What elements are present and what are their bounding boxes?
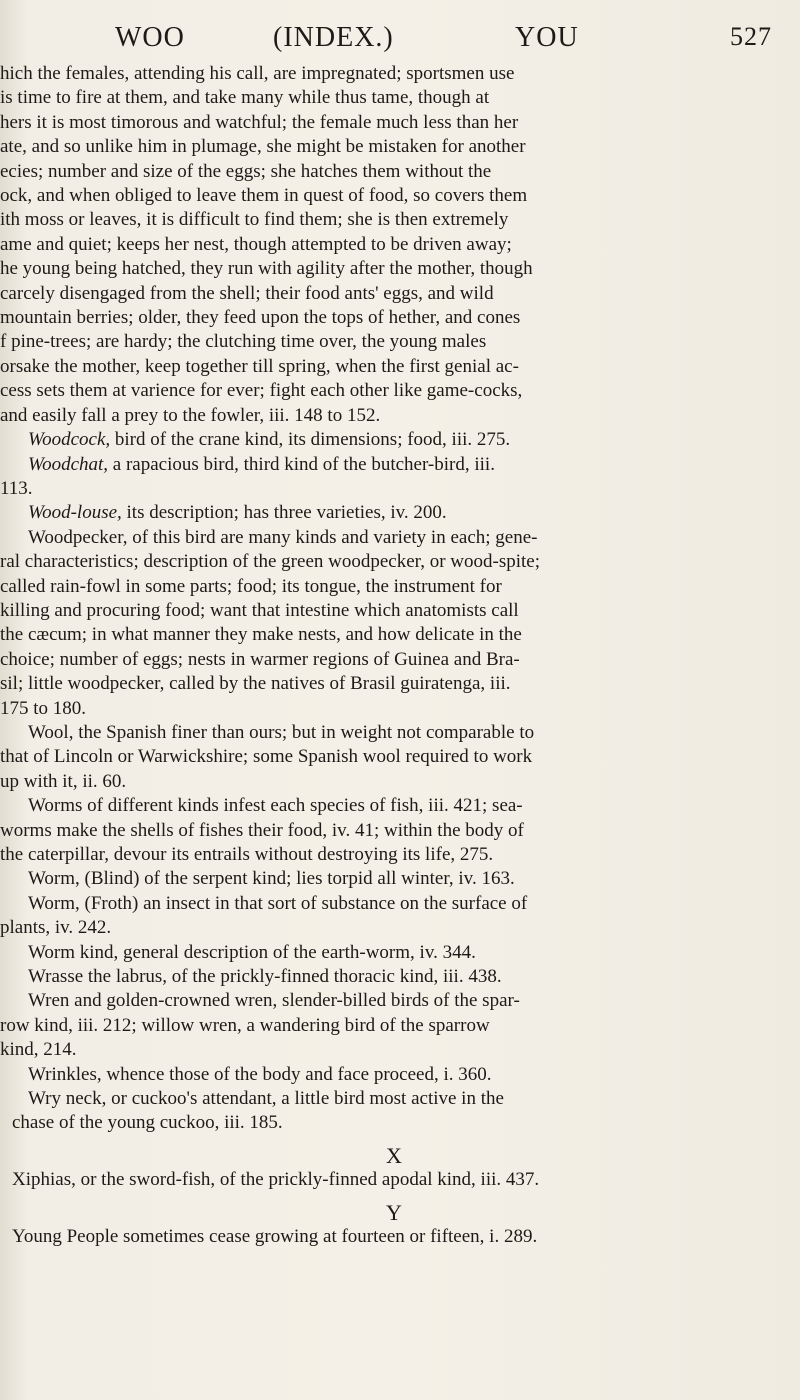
text-line: ock, and when obliged to leave them in quest of food, so covers them [0,185,528,207]
entry-text: its description; has three varieties, iv. 200. [121,502,447,524]
text-line: cess sets them at varience for ever; fight each other like game-cocks, [0,380,523,402]
text-line: killing and procuring food; want that intestine which anatomists call [0,599,519,621]
text-line: f pine-trees; are hardy; the clutching time over, the young males [0,331,487,353]
text-line: he young being hatched, they run with agility after the mother, though [0,258,533,280]
text-line: kind, 214. [0,1039,77,1061]
text-line: the caterpillar, devour its entrails without destroying its life, 275. [0,844,494,865]
text-line: Wry neck, or cuckoo's attendant, a little bird most active in the [28,1088,504,1110]
entry-worms [0,794,788,867]
text-line: Wren and golden-crowned wren, slender-billed birds of the spar- [28,990,520,1012]
text-line: 175 to 180. [0,697,87,719]
text-line: 113. [0,477,33,499]
text-line: hich the females, attending his call, are impregnated; sportsmen use [0,63,515,84]
entry-term: Wood-louse, [28,502,122,524]
header-index-label: (INDEX.) [273,22,394,53]
entry-young-people: Young People sometimes cease growing at fourteen or fifteen, i. 289. [12,1226,538,1248]
entry-woodchat [0,453,788,477]
entry-wool [0,721,788,794]
text-line: sil; little woodpecker, called by the natives of Brasil guiratenga, iii. [0,673,511,695]
text-line: ral characteristics; description of the green woodpecker, or wood-spite; [0,551,541,573]
text-line: choice; number of eggs; nests in warmer regions of Guinea and Bra- [0,648,520,670]
text-line: Wool, the Spanish finer than ours; but in weight not comparable to [28,721,535,743]
entry-wrasse: Wrasse the labrus, of the prickly-finned thoracic kind, iii. 438. [28,966,502,988]
text-line: that of Lincoln or Warwickshire; some Spanish wool required to work [0,746,533,768]
running-header [115,22,772,62]
text-line: ame and quiet; keeps her nest, though attempted to be driven away; [0,233,512,255]
text-line: ith moss or leaves, it is difficult to find them; she is then extremely [0,209,509,231]
page-number: 527 [730,22,772,51]
text-line: called rain-fowl in some parts; food; its tongue, the instrument for [0,575,502,597]
text-line: hers it is most timorous and watchful; the female much less than her [0,111,519,133]
header-right-word: YOU [515,22,579,53]
section-letter-y: Y [386,1199,402,1225]
entry-woodcock [0,428,788,452]
text-line: carcely disengaged from the shell; their food ants' eggs, and wild [0,282,494,304]
entry-worm-blind: Worm, (Blind) of the serpent kind; lies torpid all winter, iv. 163. [28,868,515,890]
section-letter-x: X [386,1142,402,1168]
paragraph-continued [0,62,788,428]
text-line: ecies; number and size of the eggs; she hatches them without the [0,160,492,182]
entry-wrinkles: Wrinkles, whence those of the body and face proceed, i. 360. [28,1063,492,1085]
entry-woodlouse [0,501,788,525]
text-line: Woodpecker, of this bird are many kinds and variety in each; gene- [28,526,538,548]
entry-worm-kind: Worm kind, general description of the earth-worm, iv. 344. [28,941,476,963]
text-line: Worms of different kinds infest each species of fish, iii. 421; sea- [28,795,523,817]
text-line: chase of the young cuckoo, iii. 185. [12,1112,283,1134]
text-line: Worm, (Froth) an insect in that sort of substance on the surface of [28,892,528,914]
entry-term: Woodchat, [28,453,109,475]
text-line: and easily fall a prey to the fowler, iii. 148 to 152. [0,404,381,426]
text-line: up with it, ii. 60. [0,770,127,792]
entry-term: Woodcock, [28,429,111,451]
entry-worm-froth [0,892,788,941]
header-left-word: WOO [115,22,185,53]
index-body [0,62,788,1250]
text-line: row kind, iii. 212; willow wren, a wandering bird of the sparrow [0,1014,490,1036]
entry-woodpecker [0,526,788,721]
text-line: worms make the shells of fishes their food, iv. 41; within the body of [0,819,524,841]
text-line: mountain berries; older, they feed upon the tops of hether, and cones [0,307,521,329]
text-line: ate, and so unlike him in plumage, she might be mistaken for another [0,136,526,158]
text-line: plants, iv. 242. [0,917,112,939]
text-line: is time to fire at them, and take many while thus tame, though at [0,87,490,109]
entry-xiphias: Xiphias, or the sword-fish, of the prickly-finned apodal kind, iii. 437. [12,1169,540,1191]
entry-text: bird of the crane kind, its dimensions; food, iii. 275. [110,429,511,451]
entry-text: a rapacious bird, third kind of the butcher-bird, iii. [108,453,495,475]
entry-wren [0,989,788,1062]
text-line: orsake the mother, keep together till spring, when the first genial ac- [0,355,519,377]
text-line: the cæcum; in what manner they make nests, and how delicate in the [0,624,522,646]
entry-wryneck [0,1087,788,1136]
